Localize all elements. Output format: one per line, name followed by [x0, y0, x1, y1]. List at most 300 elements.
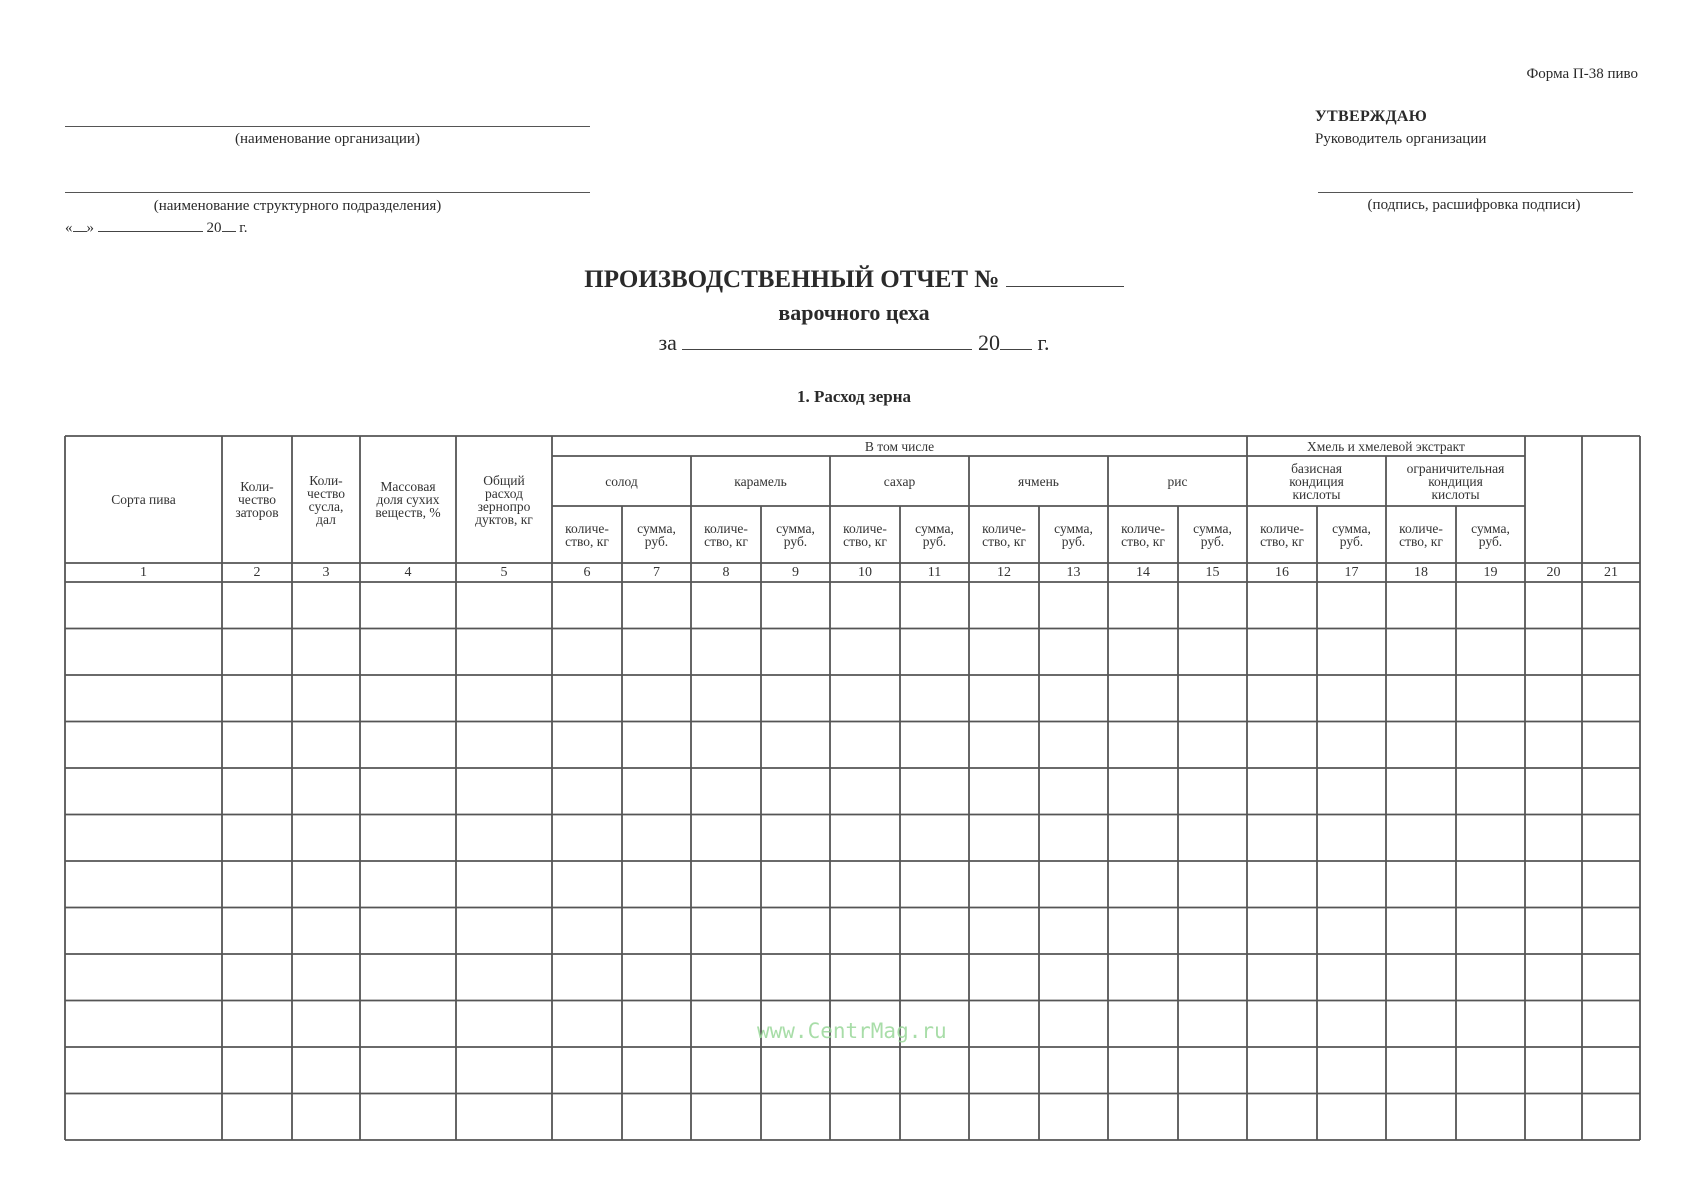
table-cell[interactable]	[65, 908, 222, 955]
table-cell[interactable]	[1178, 768, 1247, 815]
table-cell[interactable]	[222, 629, 292, 676]
table-cell[interactable]	[1582, 629, 1640, 676]
table-cell[interactable]	[1386, 908, 1456, 955]
table-cell[interactable]	[1386, 861, 1456, 908]
table-cell[interactable]	[1317, 629, 1386, 676]
table-cell[interactable]	[1456, 815, 1525, 862]
table-cell[interactable]	[1386, 722, 1456, 769]
table-cell[interactable]	[292, 1047, 360, 1094]
header-group-5: рис	[1167, 473, 1188, 489]
date-year-suffix: г.	[239, 220, 248, 236]
table-cell[interactable]	[1108, 1047, 1178, 1094]
table-cell[interactable]	[830, 1047, 900, 1094]
approval-role: Руководитель организации	[1315, 131, 1487, 147]
column-number-17: 17	[1344, 565, 1359, 580]
table-cell[interactable]	[65, 954, 222, 1001]
table-cell[interactable]	[1108, 582, 1178, 629]
table-cell[interactable]	[691, 861, 761, 908]
table-cell[interactable]	[1456, 1001, 1525, 1048]
table-cell[interactable]	[1178, 675, 1247, 722]
table-cell[interactable]	[1386, 1047, 1456, 1094]
table-cell[interactable]	[1525, 768, 1582, 815]
table-cell[interactable]	[292, 582, 360, 629]
table-cell[interactable]	[1456, 629, 1525, 676]
table-cell[interactable]	[222, 1094, 292, 1141]
table-cell[interactable]	[1039, 675, 1108, 722]
table-cell[interactable]	[1582, 1001, 1640, 1048]
table-cell[interactable]	[456, 582, 552, 629]
header-qty-kg: количе- ство, кг	[1260, 520, 1304, 549]
table-cell[interactable]	[222, 582, 292, 629]
header-sum-rub: сумма, руб.	[776, 520, 815, 549]
header-group-2: карамель	[734, 473, 787, 489]
table-cell[interactable]	[1108, 722, 1178, 769]
header-hops-group: Хмель и хмелевой экстракт	[1307, 438, 1465, 454]
table-cell[interactable]	[360, 815, 456, 862]
table-cell[interactable]	[969, 815, 1039, 862]
table-cell[interactable]	[969, 861, 1039, 908]
table-cell[interactable]	[761, 722, 830, 769]
table-cell[interactable]	[1178, 582, 1247, 629]
table-cell[interactable]	[622, 908, 691, 955]
table-cell[interactable]	[1386, 768, 1456, 815]
table-cell[interactable]	[456, 1094, 552, 1141]
table-cell[interactable]	[1108, 861, 1178, 908]
table-cell[interactable]	[1108, 908, 1178, 955]
header-including: В том числе	[864, 438, 935, 454]
table-cell[interactable]	[1317, 582, 1386, 629]
table-cell[interactable]	[222, 815, 292, 862]
table-cell[interactable]	[691, 675, 761, 722]
table-cell[interactable]	[65, 629, 222, 676]
table-cell[interactable]	[691, 629, 761, 676]
table-cell[interactable]	[65, 768, 222, 815]
table-cell[interactable]	[1247, 1047, 1317, 1094]
table-cell[interactable]	[1039, 861, 1108, 908]
table-cell[interactable]	[1039, 815, 1108, 862]
table-cell[interactable]	[1582, 861, 1640, 908]
table-cell[interactable]	[65, 861, 222, 908]
table-cell[interactable]	[622, 1001, 691, 1048]
table-cell[interactable]	[1039, 1047, 1108, 1094]
column-number-4: 4	[404, 565, 412, 580]
table-cell[interactable]	[1525, 954, 1582, 1001]
table-cell[interactable]	[969, 954, 1039, 1001]
table-cell[interactable]	[622, 768, 691, 815]
table-cell[interactable]	[65, 1047, 222, 1094]
header-sum-rub: сумма, руб.	[1471, 520, 1510, 549]
table-cell[interactable]	[830, 722, 900, 769]
table-cell[interactable]	[691, 722, 761, 769]
table-cell[interactable]	[969, 1001, 1039, 1048]
date-open-quote: «	[65, 220, 73, 236]
column-number-15: 15	[1205, 565, 1220, 580]
table-cell[interactable]	[1247, 675, 1317, 722]
header-total-grain: Общий расход зернопро дуктов, кг	[475, 472, 533, 527]
table-cell[interactable]	[552, 1047, 622, 1094]
table-cell[interactable]	[900, 1094, 969, 1141]
table-cell[interactable]	[830, 1094, 900, 1141]
table-cell[interactable]	[360, 722, 456, 769]
table-cell[interactable]	[65, 1094, 222, 1141]
table-cell[interactable]	[456, 815, 552, 862]
header-qty-kg: количе- ство, кг	[565, 520, 609, 549]
table-cell[interactable]	[1247, 768, 1317, 815]
table-cell[interactable]	[360, 629, 456, 676]
signature-caption: (подпись, расшифровка подписи)	[1367, 197, 1581, 213]
table-cell[interactable]	[900, 1047, 969, 1094]
column-number-5: 5	[500, 565, 508, 580]
table-cell[interactable]	[622, 582, 691, 629]
header-sum-rub: сумма, руб.	[1193, 520, 1232, 549]
header-group-3: сахар	[883, 473, 916, 489]
header-dry-matter: Массовая доля сухих веществ, %	[375, 479, 441, 520]
table-cell[interactable]	[691, 954, 761, 1001]
table-cell[interactable]	[1525, 861, 1582, 908]
table-cell[interactable]	[691, 908, 761, 955]
column-number-12: 12	[997, 565, 1011, 580]
column-number-20: 20	[1546, 565, 1561, 580]
table-cell[interactable]	[830, 908, 900, 955]
table-cell[interactable]	[1108, 768, 1178, 815]
table-cell[interactable]	[360, 1094, 456, 1141]
column-number-21: 21	[1604, 565, 1618, 580]
table-cell[interactable]	[1582, 908, 1640, 955]
table-cell[interactable]	[900, 582, 969, 629]
table-cell[interactable]	[222, 861, 292, 908]
header-beer-grade: Сорта пива	[111, 492, 176, 507]
table-cell[interactable]	[830, 861, 900, 908]
table-cell[interactable]	[1525, 815, 1582, 862]
table-cell[interactable]	[1525, 582, 1582, 629]
table-cell[interactable]	[360, 1001, 456, 1048]
table-cell[interactable]	[622, 675, 691, 722]
table-cell[interactable]	[1386, 629, 1456, 676]
table-cell[interactable]	[1178, 954, 1247, 1001]
table-cell[interactable]	[830, 675, 900, 722]
table-cell[interactable]	[1108, 954, 1178, 1001]
table-cell[interactable]	[1247, 1094, 1317, 1141]
table-cell[interactable]	[1178, 1001, 1247, 1048]
department-caption: (наименование структурного подразделения)	[153, 198, 442, 214]
column-number-11: 11	[927, 565, 942, 580]
table-cell[interactable]	[456, 861, 552, 908]
table-cell[interactable]	[691, 768, 761, 815]
table-cell[interactable]	[1582, 582, 1640, 629]
table-cell[interactable]	[1108, 815, 1178, 862]
column-number-7: 7	[653, 565, 660, 580]
table-cell[interactable]	[1108, 1094, 1178, 1141]
table-cell[interactable]	[1039, 629, 1108, 676]
table-cell[interactable]	[1456, 861, 1525, 908]
table-cell[interactable]	[830, 954, 900, 1001]
table-cell[interactable]	[552, 582, 622, 629]
table-cell[interactable]	[65, 675, 222, 722]
table-cell[interactable]	[456, 768, 552, 815]
table-cell[interactable]	[1247, 629, 1317, 676]
column-number-10: 10	[858, 565, 872, 580]
table-cell[interactable]	[360, 861, 456, 908]
table-cell[interactable]	[552, 1001, 622, 1048]
table-cell[interactable]	[456, 908, 552, 955]
table-cell[interactable]	[1247, 954, 1317, 1001]
table-cell[interactable]	[1108, 675, 1178, 722]
table-cell[interactable]	[761, 768, 830, 815]
table-cell[interactable]	[830, 629, 900, 676]
table-cell[interactable]	[830, 582, 900, 629]
table-cell[interactable]	[969, 908, 1039, 955]
table-cell[interactable]	[456, 954, 552, 1001]
table-cell[interactable]	[761, 675, 830, 722]
table-cell[interactable]	[1525, 675, 1582, 722]
table-cell[interactable]	[1317, 1001, 1386, 1048]
table-cell[interactable]	[900, 768, 969, 815]
table-cell[interactable]	[1247, 908, 1317, 955]
table-cell[interactable]	[1456, 768, 1525, 815]
table-cell[interactable]	[1247, 1001, 1317, 1048]
table-cell[interactable]	[1582, 722, 1640, 769]
table-cell[interactable]	[1108, 629, 1178, 676]
header-sum-rub: сумма, руб.	[1054, 520, 1093, 549]
table-cell[interactable]	[1456, 582, 1525, 629]
table-cell[interactable]	[222, 1047, 292, 1094]
table-cell[interactable]	[292, 629, 360, 676]
table-cell[interactable]	[761, 1047, 830, 1094]
table-cell[interactable]	[761, 861, 830, 908]
table-cell[interactable]	[1178, 1094, 1247, 1141]
table-cell[interactable]	[1178, 815, 1247, 862]
table-cell[interactable]	[761, 815, 830, 862]
table-cell[interactable]	[552, 722, 622, 769]
table-cell[interactable]	[1317, 675, 1386, 722]
table-cell[interactable]	[761, 908, 830, 955]
table-cell[interactable]	[1317, 815, 1386, 862]
table-cell[interactable]	[900, 815, 969, 862]
table-cell[interactable]	[292, 768, 360, 815]
table-cell[interactable]	[1317, 1094, 1386, 1141]
table-cell[interactable]	[969, 582, 1039, 629]
table-cell[interactable]	[292, 954, 360, 1001]
table-cell[interactable]	[1039, 1094, 1108, 1141]
table-cell[interactable]	[292, 675, 360, 722]
table-cell[interactable]	[1582, 1094, 1640, 1141]
table-cell[interactable]	[691, 1047, 761, 1094]
table-cell[interactable]	[222, 768, 292, 815]
table-cell[interactable]	[1525, 908, 1582, 955]
table-cell[interactable]	[691, 1001, 761, 1048]
date-year-prefix: 20	[206, 220, 222, 236]
table-cell[interactable]	[1178, 908, 1247, 955]
table-cell[interactable]	[900, 629, 969, 676]
header-qty-kg: количе- ство, кг	[704, 520, 748, 549]
table-cell[interactable]	[1525, 1047, 1582, 1094]
table-cell[interactable]	[360, 1047, 456, 1094]
table-cell[interactable]	[360, 675, 456, 722]
header-group-1: солод	[605, 473, 638, 489]
table-cell[interactable]	[222, 954, 292, 1001]
table-cell[interactable]	[622, 954, 691, 1001]
table-cell[interactable]	[691, 582, 761, 629]
table-cell[interactable]	[1582, 675, 1640, 722]
table-cell[interactable]	[900, 908, 969, 955]
column-number-16: 16	[1275, 565, 1289, 580]
table-cell[interactable]	[1317, 768, 1386, 815]
column-number-3: 3	[322, 565, 330, 580]
column-number-1: 1	[140, 565, 147, 580]
table-cell[interactable]	[292, 1001, 360, 1048]
table-cell[interactable]	[1039, 954, 1108, 1001]
header-qty-kg: количе- ство, кг	[1399, 520, 1443, 549]
table-cell[interactable]	[456, 675, 552, 722]
header-sum-rub: сумма, руб.	[637, 520, 676, 549]
table-cell[interactable]	[222, 675, 292, 722]
table-cell[interactable]	[1247, 815, 1317, 862]
table-cell[interactable]	[292, 908, 360, 955]
table-cell[interactable]	[360, 954, 456, 1001]
table-cell[interactable]	[552, 768, 622, 815]
table-cell[interactable]	[552, 861, 622, 908]
table-cell[interactable]	[622, 1047, 691, 1094]
table-cell[interactable]	[830, 768, 900, 815]
table-cell[interactable]	[1039, 908, 1108, 955]
table-cell[interactable]	[1386, 815, 1456, 862]
table-cell[interactable]	[552, 908, 622, 955]
table-cell[interactable]	[1178, 1047, 1247, 1094]
table-cell[interactable]	[761, 629, 830, 676]
table-cell[interactable]	[969, 1094, 1039, 1141]
table-cell[interactable]	[1317, 908, 1386, 955]
table-cell[interactable]	[900, 954, 969, 1001]
table-cell[interactable]	[1386, 1094, 1456, 1141]
table-cell[interactable]	[1247, 722, 1317, 769]
table-cell[interactable]	[1582, 815, 1640, 862]
header-sum-rub: сумма, руб.	[1332, 520, 1371, 549]
table-cell[interactable]	[969, 768, 1039, 815]
table-cell[interactable]	[292, 861, 360, 908]
table-cell[interactable]	[900, 861, 969, 908]
table-cell[interactable]	[456, 1047, 552, 1094]
table-cell[interactable]	[1582, 1047, 1640, 1094]
table-cell[interactable]	[552, 1094, 622, 1141]
table-cell[interactable]	[65, 815, 222, 862]
table-cell[interactable]	[1525, 1001, 1582, 1048]
header-sum-rub: сумма, руб.	[915, 520, 954, 549]
table-cell[interactable]	[1039, 1001, 1108, 1048]
table-cell[interactable]	[65, 582, 222, 629]
table-cell[interactable]	[622, 629, 691, 676]
table-cell[interactable]	[761, 582, 830, 629]
table-cell[interactable]	[292, 722, 360, 769]
table-cell[interactable]	[969, 675, 1039, 722]
table-cell[interactable]	[65, 1001, 222, 1048]
table-cell[interactable]	[552, 954, 622, 1001]
table-cell[interactable]	[1456, 954, 1525, 1001]
table-cell[interactable]	[1386, 582, 1456, 629]
header-group-7: ограничительная кондиция кислоты	[1406, 460, 1505, 502]
table-cell[interactable]	[1456, 1094, 1525, 1141]
table-cell[interactable]	[691, 815, 761, 862]
header-qty-kg: количе- ство, кг	[843, 520, 887, 549]
period-year-prefix: 20	[977, 330, 1000, 355]
table-cell[interactable]	[456, 629, 552, 676]
table-cell[interactable]	[222, 908, 292, 955]
table-cell[interactable]	[360, 582, 456, 629]
form-code: Форма П-38 пиво	[1526, 66, 1638, 82]
table-cell[interactable]	[360, 908, 456, 955]
table-cell[interactable]	[1178, 629, 1247, 676]
table-cell[interactable]	[622, 861, 691, 908]
column-number-8: 8	[722, 565, 730, 580]
table-cell[interactable]	[1456, 1047, 1525, 1094]
table-cell[interactable]	[292, 1094, 360, 1141]
table-cell[interactable]	[1039, 768, 1108, 815]
table-cell[interactable]	[1039, 582, 1108, 629]
table-cell[interactable]	[1525, 629, 1582, 676]
table-cell[interactable]	[900, 722, 969, 769]
table-cell[interactable]	[1317, 954, 1386, 1001]
table-cell[interactable]	[761, 1094, 830, 1141]
table-cell[interactable]	[1582, 768, 1640, 815]
table-cell[interactable]	[691, 1094, 761, 1141]
column-number-14: 14	[1136, 565, 1150, 580]
table-cell[interactable]	[1247, 582, 1317, 629]
table-cell[interactable]	[1178, 722, 1247, 769]
table-cell[interactable]	[1317, 1047, 1386, 1094]
table-cell[interactable]	[1456, 722, 1525, 769]
table-cell[interactable]	[552, 675, 622, 722]
table-cell[interactable]	[292, 815, 360, 862]
table-cell[interactable]	[552, 815, 622, 862]
table-cell[interactable]	[969, 722, 1039, 769]
table-cell[interactable]	[1108, 1001, 1178, 1048]
table-cell[interactable]	[1386, 675, 1456, 722]
table-cell[interactable]	[1317, 722, 1386, 769]
header-group-4: ячмень	[1018, 473, 1059, 489]
table-cell[interactable]	[456, 722, 552, 769]
table-cell[interactable]	[900, 675, 969, 722]
period-year-suffix: г.	[1037, 330, 1050, 355]
column-number-18: 18	[1414, 565, 1428, 580]
table-cell[interactable]	[1456, 908, 1525, 955]
table-cell[interactable]	[456, 1001, 552, 1048]
table-cell[interactable]	[1247, 861, 1317, 908]
table-cell[interactable]	[969, 629, 1039, 676]
column-number-19: 19	[1483, 565, 1498, 580]
table-cell[interactable]	[622, 722, 691, 769]
table-cell[interactable]	[552, 629, 622, 676]
table-cell[interactable]	[222, 1001, 292, 1048]
table-cell[interactable]	[65, 722, 222, 769]
table-cell[interactable]	[1525, 1094, 1582, 1141]
table-cell[interactable]	[830, 815, 900, 862]
column-number-6: 6	[583, 565, 591, 580]
table-cell[interactable]	[360, 768, 456, 815]
table-cell[interactable]	[1456, 675, 1525, 722]
table-cell[interactable]	[1039, 722, 1108, 769]
table-cell[interactable]	[1582, 954, 1640, 1001]
table-cell[interactable]	[761, 954, 830, 1001]
table-cell[interactable]	[1317, 861, 1386, 908]
table-cell[interactable]	[1386, 954, 1456, 1001]
table-cell[interactable]	[1178, 861, 1247, 908]
table-cell[interactable]	[969, 1047, 1039, 1094]
table-cell[interactable]	[622, 815, 691, 862]
header-wort-amount: Коли- чество сусла, дал	[306, 472, 346, 527]
table-cell[interactable]	[1386, 1001, 1456, 1048]
table-cell[interactable]	[222, 722, 292, 769]
table-cell[interactable]	[1525, 722, 1582, 769]
table-cell[interactable]	[622, 1094, 691, 1141]
